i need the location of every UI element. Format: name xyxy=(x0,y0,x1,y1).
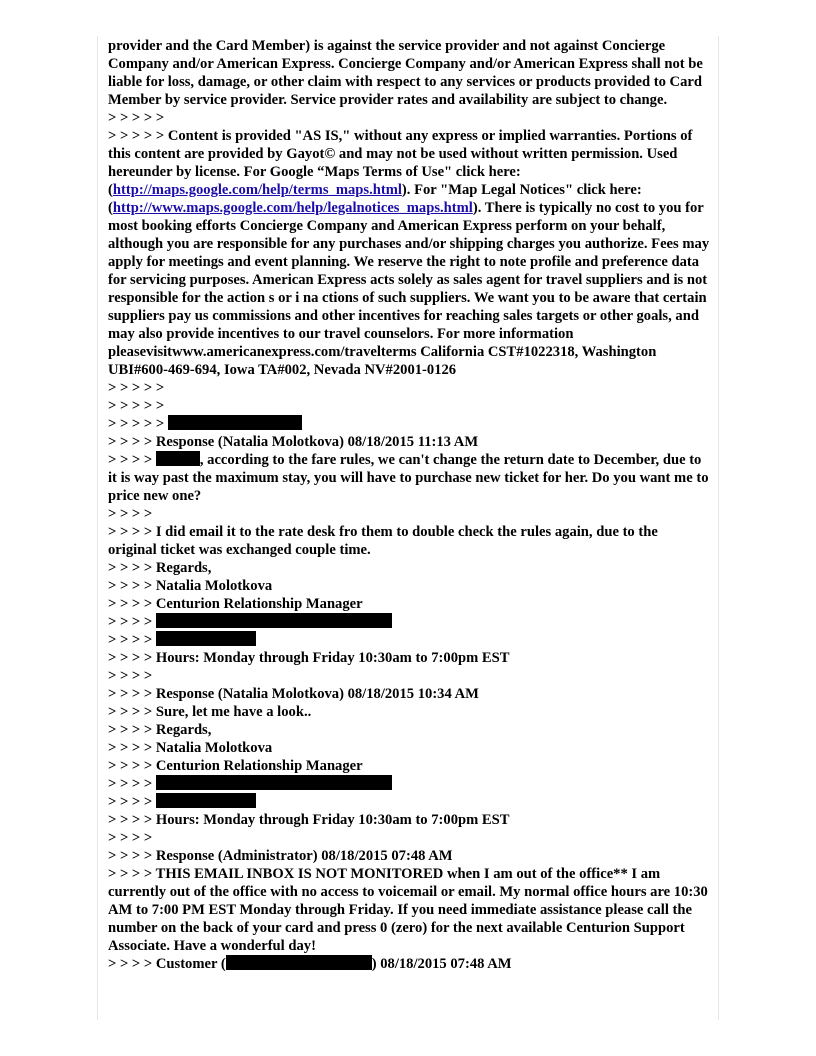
redaction-block xyxy=(226,955,372,970)
response-header: > > > > Response (Natalia Molotkova) 08/18/2015 10:34 AM xyxy=(108,686,479,702)
response-message: > > > > I did email it to the rate desk fro them to double check the rules again, due to the original ticket was exchanged couple time. xyxy=(108,524,658,558)
customer-header: > > > > Customer ( ) 08/18/2015 07:48 AM xyxy=(108,956,512,972)
redaction-block xyxy=(156,451,200,466)
redaction-block xyxy=(156,613,392,628)
auto-reply-message: > > > > THIS EMAIL INBOX IS NOT MONITORED when I am out of the office** I am currently out of the office with no access to voicemail or email. My normal office hours are 10:30 AM to 7:00 PM EST Monday through Friday. If you need immediate assistance please call the number on the back of your card and press 0 (zero) for the next available Centurion Support Associate. Have a wonderful day! xyxy=(108,866,708,954)
signature-hours: > > > > Hours: Monday through Friday 10:30am to 7:00pm EST xyxy=(108,812,510,828)
redacted-line: > > > > xyxy=(108,613,710,631)
quote-marker-line: > > > > > xyxy=(108,380,165,396)
redacted-line: > > > > xyxy=(108,631,710,649)
maps-legal-notices-link[interactable]: http://www.maps.google.com/help/legalnotices_maps.html xyxy=(112,200,473,216)
signature-hours: > > > > Hours: Monday through Friday 10:30am to 7:00pm EST xyxy=(108,650,510,666)
signature-name: > > > > Natalia Molotkova xyxy=(108,578,273,594)
redacted-line: > > > > xyxy=(108,775,710,793)
quote-marker-line: > > > > > xyxy=(108,110,165,126)
redaction-block xyxy=(156,775,392,790)
redacted-line: > > > > xyxy=(108,793,710,811)
quote-marker-line: > > > > xyxy=(108,830,153,846)
quote-marker-line: > > > > > xyxy=(108,398,165,414)
signature-regards: > > > > Regards, xyxy=(108,722,212,738)
disclaimer-paragraph: provider and the Card Member) is against the service provider and not against Concierge Company and/or American Express. Concierge Company and/or American Express shall not be liable for loss, damage, or other claim with respect to any services or products provided to Card Member by service provider. Service provider rates and availability are subject to change. xyxy=(108,38,703,108)
maps-terms-link[interactable]: http://maps.google.com/help/terms_maps.html xyxy=(112,182,402,198)
signature-regards: > > > > Regards, xyxy=(108,560,212,576)
page-border-right xyxy=(718,36,719,1020)
redaction-block xyxy=(156,631,256,646)
response-message: > > > > Sure, let me have a look.. xyxy=(108,704,312,720)
signature-title: > > > > Centurion Relationship Manager xyxy=(108,758,363,774)
quote-marker-line: > > > > xyxy=(108,668,153,684)
content-disclaimer-paragraph: > > > > > Content is provided "AS IS," without any express or implied warranties. Portions of this content are provided by Gayot© and may not be used without written permission. Used hereunder by license. For Google “Maps Terms of Use" click here: (http://maps.google.com/help/terms_maps.html). For "Map Legal Notices" click here: (http://www.maps.google.com/help/legalnotices_maps.html). There is typically no cost to you for most booking efforts Concierge Company and American Express perform on your behalf, although you are responsible for any purchases and/or shipping charges you authorize. Fees may apply for meetings and event planning. We reserve the right to note profile and preference data for servicing purposes. American Express acts solely as sales agent for travel suppliers and is not responsible for the action s or i na ctions of such suppliers. We want you to be aware that certain suppliers pay us commissions and other incentives for reaching sales targets or other goals, and may also provide incentives to our travel counselors. For more information pleasevisitwww.americanexpress.com/travelterms California CST#1022318, Washington UBI#600-469-694, Iowa TA#002, Nevada NV#2001-0126 xyxy=(108,128,710,378)
quote-marker-line: > > > > xyxy=(108,506,153,522)
response-header: > > > > Response (Natalia Molotkova) 08/18/2015 11:13 AM xyxy=(108,434,479,450)
redacted-line: > > > > > xyxy=(108,415,710,433)
email-thread-document xyxy=(108,37,710,973)
response-message: > > > > , according to the fare rules, we can't change the return date to December, due to it is way past the maximum stay, you will have to purchase new ticket for her. Do you want me to price new one? xyxy=(108,452,709,504)
response-header: > > > > Response (Administrator) 08/18/2015 07:48 AM xyxy=(108,848,453,864)
page-border-left xyxy=(97,36,98,1020)
redaction-block xyxy=(168,415,302,430)
signature-title: > > > > Centurion Relationship Manager xyxy=(108,596,363,612)
signature-name: > > > > Natalia Molotkova xyxy=(108,740,273,756)
redaction-block xyxy=(156,793,256,808)
